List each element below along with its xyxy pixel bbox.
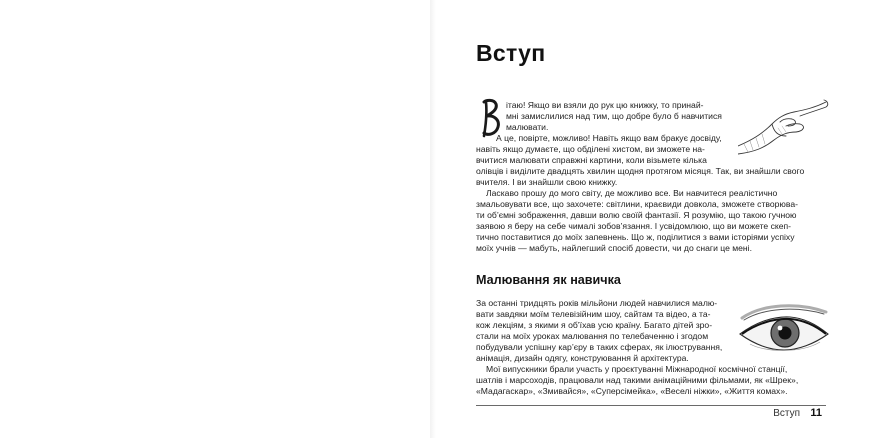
text-line: Ласкаво прошу до мого світу, де можливо все. Ви навчитеся реалістично — [486, 188, 778, 198]
text-line: кож лекціям, з якими я об’їхав усю країну. Багато дітей зро- — [476, 320, 713, 330]
intro-third-paragraph — [476, 188, 828, 254]
running-footer-label: Вступ — [773, 408, 800, 419]
chapter-title: Вступ — [476, 40, 546, 66]
section-second-paragraph — [476, 364, 828, 397]
text-line: ітаю! Якщо ви взяли до рук цю книжку, то принай- — [506, 100, 704, 110]
text-line: моїх учнів — мабуть, найлегший спосіб довести, чи до снаги це мені. — [476, 243, 752, 253]
intro-first-paragraph — [476, 100, 828, 133]
text-line: вчитися малювати справжні картини, коли візьмете кілька — [476, 155, 707, 165]
text-line: стали на моїх уроках малювання по телебаченню і згодом — [476, 331, 709, 341]
text-line: навіть якщо думаєте, що обділені хистом, ви зможете на- — [476, 144, 705, 154]
text-line: олівців і виділите двадцять хвилин щодня протягом місяця. Так, ви знайшли свого — [476, 166, 805, 176]
text-line: мні замислилися над тим, що добре було б навчитися — [506, 111, 722, 121]
section-heading: Малювання як навичка — [476, 273, 621, 287]
text-line: шатлів і марсоходів, працювали над такими анімаційними фільмами, як «Шрек», — [476, 375, 799, 385]
text-line: змальовувати все, що захочете: світлини, краєвиди довкола, зможете створюва- — [476, 199, 798, 209]
text-line: анімація, дизайн одягу, конструювання й архітектура. — [476, 353, 689, 363]
dropcap-letter — [478, 98, 504, 138]
page-number: 11 — [810, 407, 822, 419]
text-line: малювати. — [506, 122, 549, 132]
page-gutter — [430, 0, 436, 438]
text-line: Мої випускники брали участь у проєктуванні Міжнародної космічної станції, — [486, 364, 788, 374]
text-line: побудували успішну кар’єру в таких сферах, як ілюстрування, — [476, 342, 723, 352]
text-line: заявою я беру на себе чималі зобов’язання. І усвідомлюю, що ви можете скеп- — [476, 221, 792, 231]
text-line: ти об’ємні зображення, давши волю своїй фантазії. Я розумію, що такою гучною — [476, 210, 797, 220]
section-text — [476, 298, 828, 397]
right-page — [476, 0, 826, 438]
text-line: вчителя. І ви знайшли свою книжку. — [476, 177, 618, 187]
text-line: вати завдяки моїм телевізійним шоу, сайтам та відео, а та- — [476, 309, 711, 319]
section-first-paragraph — [476, 298, 828, 364]
text-line: За останні тридцять років мільйони людей навчилися малю- — [476, 298, 718, 308]
intro-text — [476, 100, 828, 254]
text-line: А це, повірте, можливо! Навіть якщо вам бракує досвіду, — [496, 133, 722, 143]
footer-rule — [476, 405, 826, 406]
text-line: «Мадагаскар», «Змивайся», «Суперсімейка», «Веселі ніжки», «Життя комах». — [476, 386, 788, 396]
intro-second-paragraph — [476, 133, 828, 188]
text-line: тично поставитися до моїх запевнень. Що ж, поділитися з вами історіями успіху — [476, 232, 795, 242]
